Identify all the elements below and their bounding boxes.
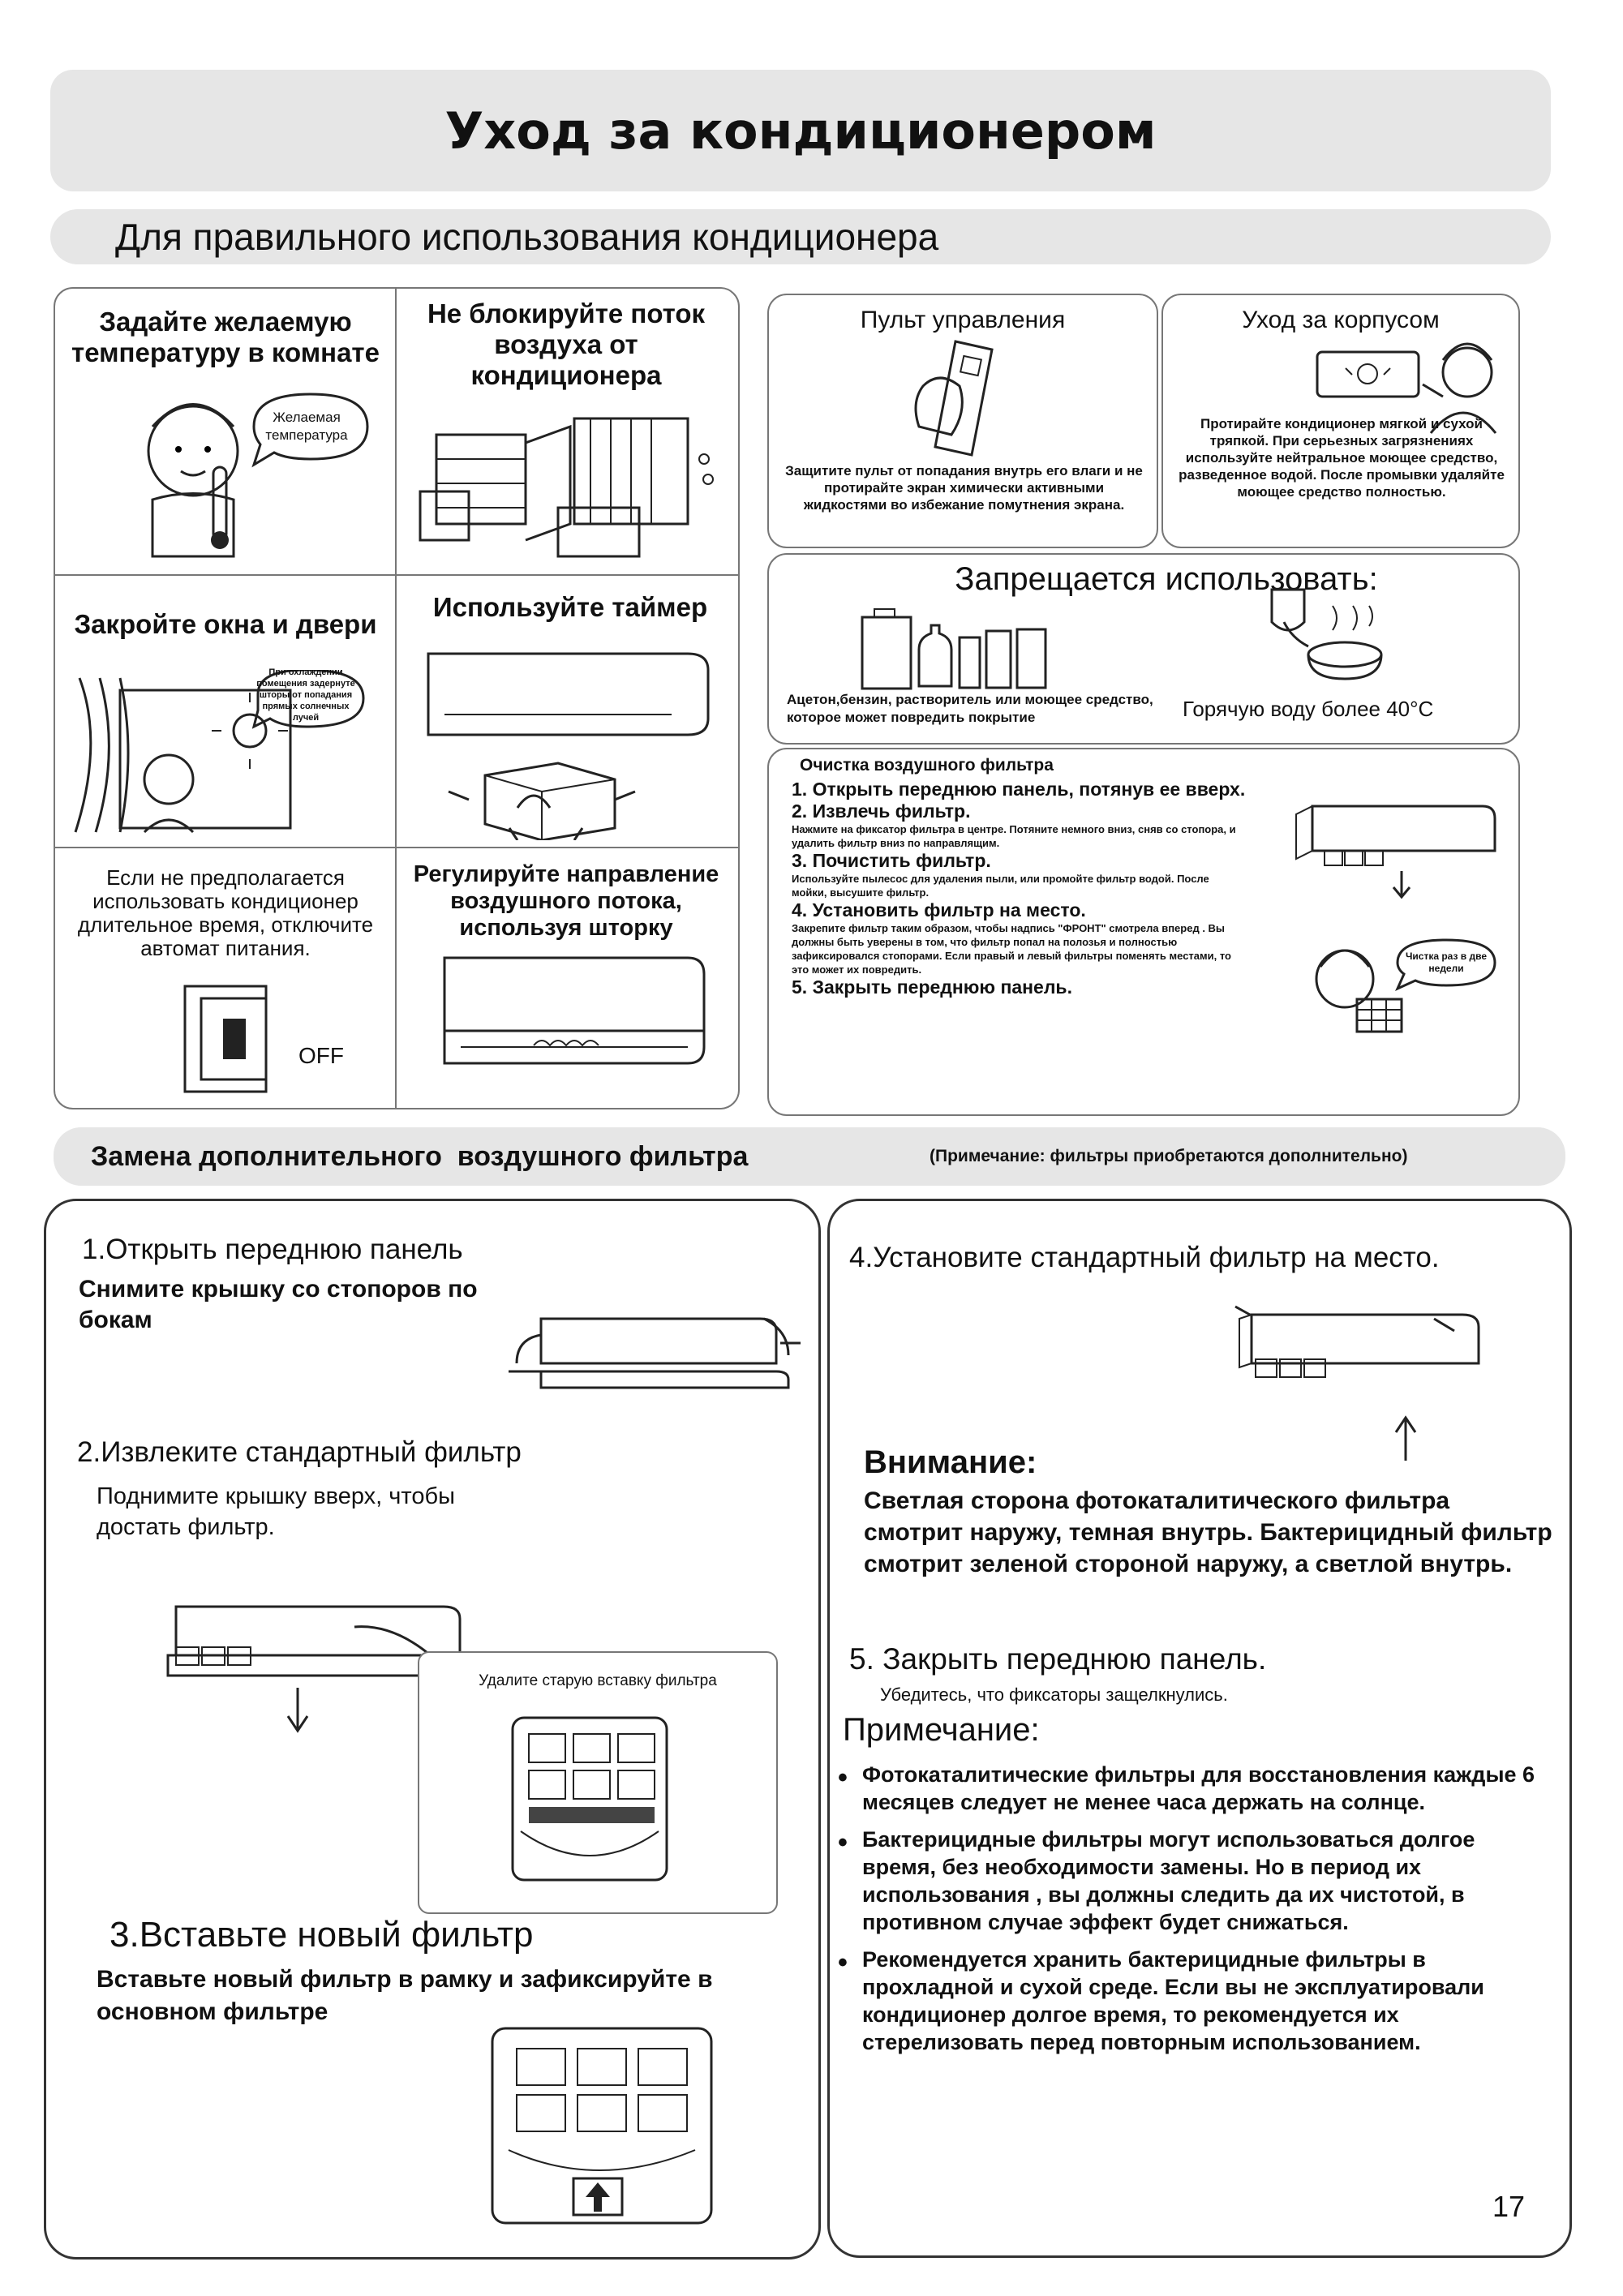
section2-title: Замена дополнительного воздушного фильтра (91, 1140, 749, 1172)
filter-step-5-head: 5. Закрыть переднюю панель. (792, 976, 1072, 998)
tip-power-off-title: Если не предполагается использовать кондиционер длительное время, отключите автомат питания. (77, 865, 374, 960)
attention-text: Светлая сторона фотокаталитического фильтра смотрит наружу, темная внутрь. Бактерицидный фильтр смотрит зеленой стороной наружу, а светлой внутрь. (864, 1487, 1552, 1577)
forbidden-chemicals-text: Ацетон,бензин, растворитель или моющее средство, которое может повредить покрытие (787, 692, 1153, 725)
tip-timer-title: Используйте таймер (432, 592, 708, 622)
tip-set-temp-bubble: Желаемая температура (265, 410, 348, 443)
section1-bar (50, 209, 1551, 264)
filter-cleaning-title: Очистка воздушного фильтра (800, 756, 1054, 775)
forbidden-title: Запрещается использовать: (955, 561, 1378, 597)
forbidden-card (767, 553, 1520, 745)
remote-title: Пульт управления (860, 307, 1066, 333)
open-panel-illustration (500, 1307, 809, 1404)
note-item: • Бактерицидные фильтры могут использоваться долгое время, без необходимости замены. Но в период их использования , вы должны следить да их чистотой, в противном случае эффект будет снижаться. (838, 1826, 1552, 1936)
remote-control-icon (899, 337, 1028, 459)
tip-louver-title: Регулируйте направление воздушного потока, используя шторку (413, 861, 719, 941)
filter-cleaning-card (767, 748, 1520, 1116)
step1-title: 1.Открыть переднюю панель (82, 1234, 463, 1265)
hot-water-icon (1256, 586, 1393, 683)
step5-text: Убедитесь, что фиксаторы защелкнулись. (880, 1684, 1228, 1705)
step1-text: Снимите крышку со стопоров по бокам (79, 1276, 478, 1333)
switch-off-label: OFF (298, 1043, 344, 1068)
body-care-title: Уход за корпусом (1242, 307, 1440, 333)
insert-new-filter-illustration (476, 2020, 736, 2239)
replace-left-card (44, 1199, 821, 2260)
body-care-card (1161, 294, 1520, 548)
filter-cleaning-bubble: Чистка раз в две недели (1405, 951, 1488, 974)
section2-bar (54, 1127, 1565, 1186)
timer-ac-illustration (412, 637, 728, 840)
section2-note: (Примечание: фильтры приобретаются дополнительно) (930, 1147, 1408, 1165)
title-banner (50, 70, 1551, 191)
remote-card (767, 294, 1158, 548)
note-item: • Рекомендуется хранить бактерицидные фильтры в прохладной и сухой среде. Если вы не эксплуатировали кондиционер долгое время, то рекомендуется их стерелизовать перед повторным использованием. (838, 1946, 1552, 2056)
section1-title: Для правильного использования кондиционера (115, 216, 939, 258)
solvent-bottles-icon (858, 605, 1053, 690)
filter-step-3-body: Используйте пылесос для удаления пыли, или промойте фильтр водой. После мойки, высушите фильтр. (792, 873, 1209, 899)
page-number: 17 (1492, 2190, 1526, 2223)
filter-step-4-head: 4. Установить фильтр на место. (792, 899, 1086, 921)
note-title: Примечание: (843, 1712, 1040, 1748)
notes-list (838, 1761, 1552, 2066)
remove-old-insert-label: Удалите старую вставку фильтра (479, 1672, 717, 1689)
step2-title: 2.Извлеките стандартный фильтр (77, 1436, 522, 1468)
tip-no-block-title: Не блокируйте поток воздуха от кондиционера (427, 298, 706, 390)
step3-title: 3.Вставьте новый фильтр (109, 1915, 534, 1955)
page-title: Уход за кондиционером (444, 101, 1157, 161)
step3-text: Вставьте новый фильтр в рамку и зафиксируйте в основном фильтре (97, 1966, 713, 2025)
filter-step-1-head: 1. Открыть переднюю панель, потянув ее вверх. (792, 779, 1246, 800)
tip-close-windows-title: Закройте окна и двери (74, 609, 377, 639)
forbidden-hot-water-text: Горячую воду более 40°С (1183, 697, 1434, 721)
filter-step-3-head: 3. Почистить фильтр. (792, 850, 991, 871)
blocked-airflow-illustration (412, 410, 728, 564)
step2-text: Поднимите крышку вверх, чтобы достать фильтр. (97, 1483, 455, 1540)
louver-ac-illustration (436, 950, 712, 1079)
tips-grid (54, 287, 740, 1109)
girl-thermometer-illustration (96, 378, 388, 564)
tip-close-windows-bubble: При охлаждении помещения задернуте шторы от попадания прямых солнечных лучей (256, 667, 355, 723)
attention-title: Внимание: (864, 1444, 1037, 1480)
remote-text: Защитите пульт от попадания внутрь его влаги и не протирайте экран химически активными жидкостями во избежание помутнения экрана. (785, 463, 1143, 513)
filter-step-2-head: 2. Извлечь фильтр. (792, 800, 971, 822)
remove-old-insert-callout (418, 1651, 778, 1914)
filter-cleaning-steps (792, 779, 1246, 998)
note-item: • Фотокаталитические фильтры для восстановления каждые 6 месяцев следует не менее часа держать на солнце. (838, 1761, 1552, 1816)
breaker-switch-icon (181, 982, 278, 1096)
replace-right-card (827, 1199, 1572, 2258)
reinstall-filter-illustration (1219, 1298, 1511, 1469)
filter-step-4-body: Закрепите фильтр таким образом, чтобы надпись "ФРОНТ" смотрела вперед . Вы должны быть уверены в том, что фильтр попал на полозья и полностью зафиксировался стопорами. Если правый и левый фильтры поменять местами, то это может их повредить. (792, 922, 1231, 976)
filter-frame-icon (496, 1710, 683, 1900)
step4-title: 4.Установите стандартный фильтр на место. (849, 1242, 1440, 1273)
step5-title: 5. Закрыть переднюю панель. (849, 1642, 1267, 1676)
filter-removal-illustration (1288, 798, 1499, 903)
tip-set-temp-title: Задайте желаемую температуру в комнате (71, 307, 380, 367)
filter-step-2-body: Нажмите на фиксатор фильтра в центре. Потяните немного вниз, сняв со стопора, и удалить фильтр вниз по направлящим. (792, 823, 1236, 849)
body-care-text: Протирайте кондиционер мягкой и сухой тряпкой. При серьезных загрязнениях используйте нейтральное моющее средство, разведенное водой. После промывки удаляйте моющее средство полностью. (1179, 416, 1505, 500)
